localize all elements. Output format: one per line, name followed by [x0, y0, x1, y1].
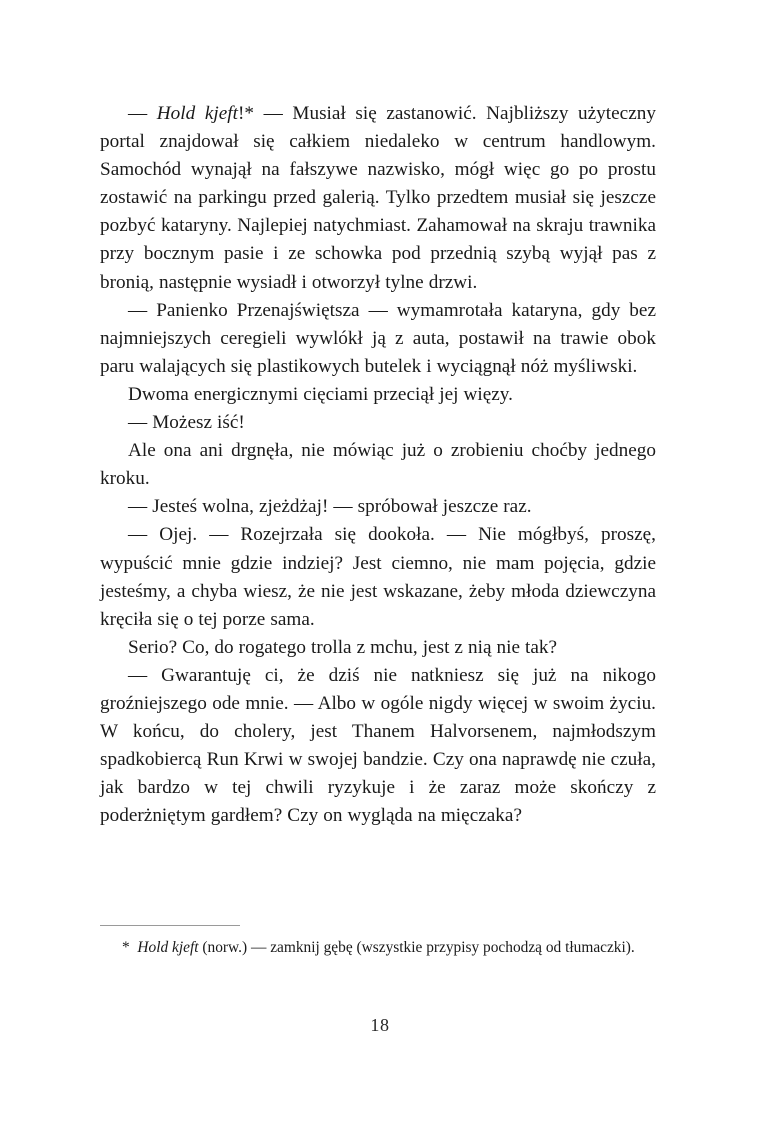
- paragraph: Ale ona ani drgnęła, nie mówiąc już o zrobieniu choćby jednego kroku.: [100, 440, 656, 490]
- paragraph: — Jesteś wolna, zjeżdżaj! — spróbował jeszcze raz.: [128, 496, 532, 518]
- paragraph: Serio? Co, do rogatego trolla z mchu, jest z nią nie tak?: [128, 636, 558, 658]
- footnote-entry: [100, 936, 656, 960]
- paragraph: — Panienko Przenajświętsza — wymamrotała kataryna, gdy bez najmniejszych ceregieli wywlókł ją z auta, postawił na trawie obok paru walających się plastikowych butelek i wyciągnął nóż myśliwski.: [100, 299, 656, 377]
- paragraph: [100, 100, 656, 297]
- paragraph-run-normal: —: [128, 103, 157, 124]
- paragraph: — Gwarantuję ci, że dziś nie natkniesz się już na nikogo groźniejszego ode mnie. — Albo w ogóle nigdy więcej w swoim życiu. W końcu, do cholery, jest Thanem Halvorsenem, najmłodszym spadkobiercą Run Krwi w swojej bandzie. Czy ona naprawdę nie czuła, jak bardzo w tej chwili ryzykuje i że zaraz może skończy z poderżniętym gardłem? Czy on wygląda na mięczaka?: [100, 664, 656, 827]
- paragraph: — Ojej. — Rozejrzała się dookoła. — Nie mógłbyś, proszę, wypuścić mnie gdzie indziej? Jest ciemno, nie mam pojęcia, gdzie jesteśmy, a chyba wiesz, że nie jest wskazane, żeby młoda dziewczyna kręciła się o tej porze sama.: [100, 524, 656, 630]
- paragraph-run-normal: !* — Musiał się zastanowić. Najbliższy użyteczny portal znajdował się całkiem niedaleko w centrum handlowym. Samochód wynajął na fałszywe nazwisko, mógł więc go po prostu zostawić na parkingu przed galerią. Tylko przedtem musiał się jeszcze pozbyć kataryny. Najlepiej natychmiast. Zahamował na skraju trawnika przy bocznym pasie i ze schowka pod przednią szybą wyjął pas z bronią, następnie wysiadł i otworzył tylne drzwi.: [100, 103, 656, 293]
- footnote-separator-rule: [100, 925, 240, 926]
- foreign-phrase-italic: Hold kjeft: [156, 103, 238, 124]
- page-number: 18: [370, 1015, 390, 1035]
- footnote-marker: *: [122, 939, 130, 956]
- footnote-term-italic: Hold kjeft: [137, 939, 199, 956]
- paragraph: Dwoma energicznymi cięciami przeciął jej więzy.: [128, 383, 513, 405]
- paragraph: — Możesz iść!: [128, 412, 245, 434]
- footnote-block: [100, 925, 656, 960]
- body-text-block: [100, 100, 656, 830]
- footnote-definition: (norw.) — zamknij gębę (wszystkie przypisy pochodzą od tłumaczki).: [198, 939, 635, 956]
